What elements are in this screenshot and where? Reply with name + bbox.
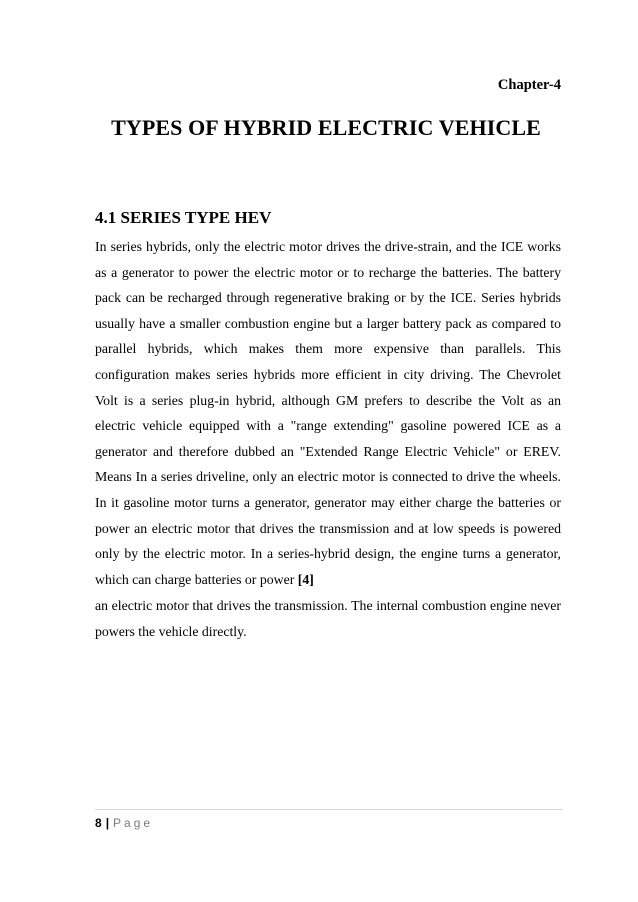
- body-paragraph-1: [95, 234, 561, 592]
- page-number: 8: [95, 816, 102, 830]
- body-paragraph-2: an electric motor that drives the transmission. The internal combustion engine never powers the vehicle directly.: [95, 598, 561, 639]
- section-heading: 4.1 SERIES TYPE HEV: [95, 208, 272, 227]
- citation-reference: [4]: [297, 571, 314, 587]
- page-title: TYPES OF HYBRID ELECTRIC VEHICLE: [111, 115, 541, 140]
- footer-separator: |: [105, 816, 110, 830]
- page-footer: [95, 816, 153, 830]
- page-word: Page: [113, 816, 154, 830]
- chapter-label: Chapter-4: [497, 77, 561, 93]
- footer-divider: [95, 809, 563, 810]
- paragraph-text: In series hybrids, only the electric motor drives the drive-strain, and the ICE works as a generator to power the electric motor or to recharge the batteries. The battery pack can be recharged through regenerative braking or by the ICE. Series hybrids usually have a smaller combustion engine but a larger battery pack as compared to parallel hybrids, which makes them more expensive than parallels. This configuration makes series hybrids more efficient in city driving. The Chevrolet Volt is a series plug-in hybrid, although GM prefers to describe the Volt as an electric vehicle equipped with a "range extending" gasoline powered ICE as a generator and therefore dubbed an "Extended Range Electric Vehicle" or EREV. Means In a series driveline, only an electric motor is connected to drive the wheels. In it gasoline motor turns a generator, generator may either charge the batteries or power an electric motor that drives the transmission and at low speeds is powered only by the electric motor. In a series-hybrid design, the engine turns a generator, which can charge batteries or power: [95, 239, 561, 587]
